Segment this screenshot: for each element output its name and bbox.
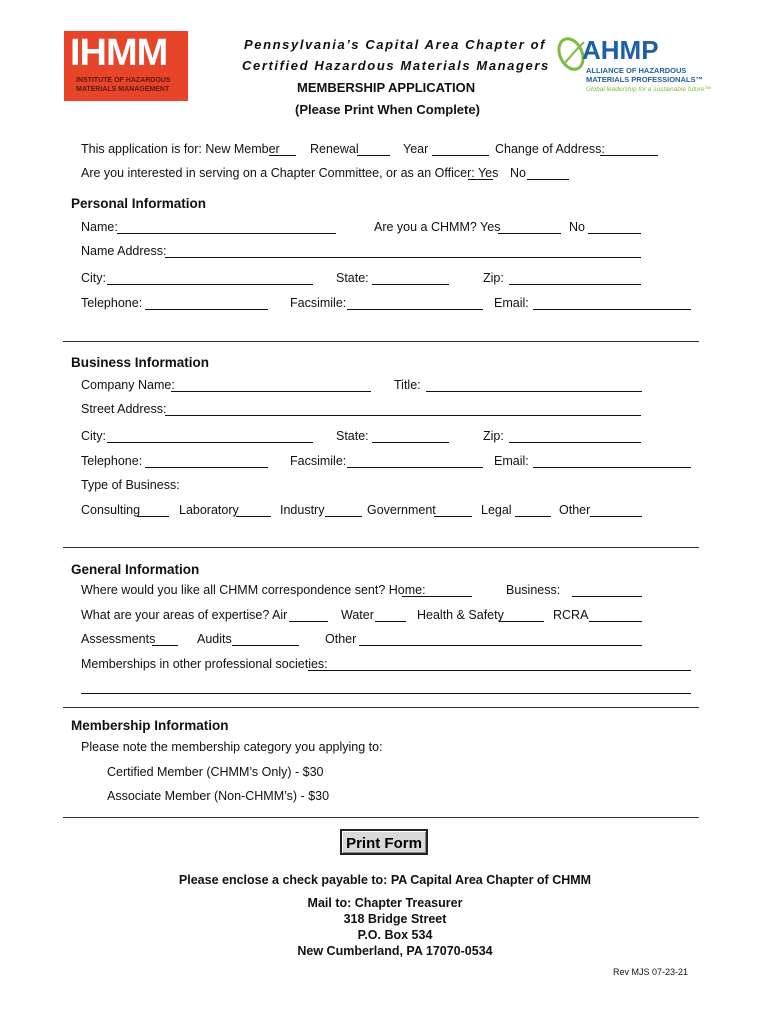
certified-member-option: Certified Member (CHMM’s Only) - $30 [107,765,324,779]
header-instruction: (Please Print When Complete) [295,102,480,117]
year-field[interactable] [432,155,489,156]
chmm-no-label: No [569,220,585,234]
header-chapter: Pennsylvania’s Capital Area Chapter of [244,37,547,52]
expertise-rcra-label: RCRA [553,608,589,622]
ahmp-logo-subtitle-2: MATERIALS PROFESSIONALS™ [586,75,703,84]
memberships-field-line-2[interactable] [81,693,691,694]
personal-name-field[interactable] [117,233,336,234]
mail-city: New Cumberland, PA 17070-0534 [297,944,493,958]
business-section-title: Business Information [71,355,210,370]
business-telephone-label: Telephone: [81,454,143,468]
ahmp-logo [556,30,716,100]
year-label: Year [403,142,429,156]
renewal-label: Renewal [310,142,359,156]
correspondence-label: Where would you like all CHMM correspondence sent? Home: [81,583,426,597]
check-payable-note: Please enclose a check payable to: PA Capital Area Chapter of CHMM [178,873,592,887]
personal-zip-label: Zip: [483,271,504,285]
section-divider [63,707,699,708]
industry-field[interactable] [325,516,362,517]
expertise-audits-label: Audits [197,632,232,646]
committee-no-field[interactable] [527,179,569,180]
mail-to-line: Mail to: Chapter Treasurer [307,896,463,910]
expertise-water-label: Water [341,608,374,622]
business-city-field[interactable] [107,442,313,443]
ihmm-logo-subtitle-1: INSTITUTE OF HAZARDOUS [76,77,171,84]
change-address-label: Change of Address: [495,142,605,156]
business-state-label: State: [336,429,369,443]
revision-note: Rev MJS 07-23-21 [613,967,689,977]
mail-street: 318 Bridge Street [343,912,447,926]
company-name-field[interactable] [171,391,371,392]
expertise-other-label: Other [325,632,357,646]
mail-pobox: P.O. Box 534 [357,928,433,942]
ahmp-logo-subtitle-1: ALLIANCE OF HAZARDOUS [586,66,687,75]
correspondence-home-field[interactable] [402,596,472,597]
personal-email-label: Email: [494,296,529,310]
ahmp-tagline: Global leadership for a sustainable future™ [586,86,712,93]
consulting-label: Consulting [81,503,141,517]
correspondence-business-field[interactable] [572,596,642,597]
chmm-no-field[interactable] [588,233,641,234]
other-business-label: Other [559,503,591,517]
change-address-field[interactable] [600,155,658,156]
other-business-field[interactable] [590,516,642,517]
expertise-air-field[interactable] [289,621,328,622]
personal-name-label: Name: [81,220,118,234]
personal-state-field[interactable] [372,284,449,285]
laboratory-field[interactable] [236,516,271,517]
business-fax-label: Facsimile: [290,454,347,468]
personal-email-field[interactable] [533,309,691,310]
personal-address-field[interactable] [165,257,641,258]
chmm-question-label: Are you a CHMM? Yes [374,220,501,234]
personal-city-label: City: [81,271,106,285]
application-type-label: This application is for: New Member [81,142,280,156]
consulting-field[interactable] [137,516,169,517]
header-organization: Certified Hazardous Materials Managers [242,58,550,73]
government-field[interactable] [434,516,472,517]
ihmm-logo [64,31,188,101]
memberships-label: Memberships in other professional societies: [81,657,328,671]
business-type-label: Type of Business: [81,478,180,492]
ahmp-logo-text: AHMP [582,35,659,65]
personal-city-field[interactable] [107,284,313,285]
expertise-audits-field[interactable] [232,645,299,646]
personal-fax-label: Facsimile: [290,296,347,310]
personal-section-title: Personal Information [71,196,207,211]
section-divider [63,547,699,548]
company-name-label: Company Name: [81,378,175,392]
renewal-field[interactable] [357,155,390,156]
personal-fax-field[interactable] [347,309,483,310]
chmm-yes-field[interactable] [498,233,561,234]
expertise-water-field[interactable] [375,621,406,622]
committee-label: Are you interested in serving on a Chapter Committee, or as an Officer: Yes [81,166,499,180]
section-divider [63,341,699,342]
new-member-field[interactable] [269,155,296,156]
personal-telephone-label: Telephone: [81,296,143,310]
street-address-field[interactable] [165,415,641,416]
personal-state-label: State: [336,271,369,285]
expertise-health-label: Health & Safety [417,608,504,622]
ihmm-logo-subtitle-2: MATERIALS MANAGEMENT [76,86,170,93]
business-email-field[interactable] [533,467,691,468]
expertise-assessments-field[interactable] [152,645,178,646]
expertise-assessments-label: Assessments [81,632,156,646]
personal-address-label: Name Address: [81,244,167,258]
associate-member-option: Associate Member (Non-CHMM’s) - $30 [107,789,330,803]
business-fax-field[interactable] [347,467,483,468]
personal-telephone-field[interactable] [145,309,268,310]
expertise-health-field[interactable] [499,621,544,622]
memberships-field[interactable] [308,670,691,671]
industry-label: Industry [280,503,325,517]
business-zip-field[interactable] [509,442,641,443]
business-city-label: City: [81,429,106,443]
business-state-field[interactable] [372,442,449,443]
print-form-button[interactable]: Print Form [340,829,428,855]
ihmm-logo-text: IHMM [70,32,168,74]
business-telephone-field[interactable] [145,467,268,468]
expertise-rcra-field[interactable] [589,621,642,622]
general-section-title: General Information [71,562,200,577]
membership-note: Please note the membership category you applying to: [81,740,383,754]
business-zip-label: Zip: [483,429,504,443]
job-title-field[interactable] [426,391,642,392]
laboratory-label: Laboratory [179,503,239,517]
street-address-label: Street Address: [81,402,167,416]
government-label: Government [367,503,436,517]
expertise-label: What are your areas of expertise? Air [81,608,288,622]
correspondence-business-label: Business: [506,583,561,597]
business-email-label: Email: [494,454,529,468]
personal-zip-field[interactable] [509,284,641,285]
page-title: MEMBERSHIP APPLICATION [297,80,476,95]
job-title-label: Title: [394,378,421,392]
committee-no-label: No [510,166,526,180]
committee-yes-field[interactable] [468,179,493,180]
section-divider [63,817,699,818]
legal-label: Legal [481,503,512,517]
legal-field[interactable] [515,516,551,517]
expertise-other-field[interactable] [359,645,642,646]
membership-section-title: Membership Information [71,718,229,733]
